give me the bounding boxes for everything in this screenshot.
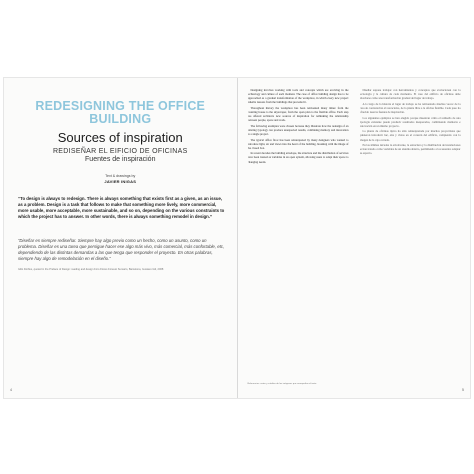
epigraph-quote-spanish: “Diseñar es siempre rediseñar. Siempre hay algo previo como un hecho, como un asunto, como un problema. Diseñar es una tarea que persigue hacer ese algo más vivo, más comercial, más confortable, etc, dependiendo de las distintas demandas a las que tenga que responder el proyecto. En otras palabras, siempre hay algo de remodelación en el diseño.”	[18, 238, 225, 262]
body-paragraph: In recent decades the building envelope, the structure and the distribution of services have been treated as variables in an open system, allowing users to adapt their space to changing needs.	[247, 151, 349, 164]
body-paragraph: Diseñar supone trabajar con herramientas y conceptos que evolucionan con la tecnología y la cultura de cada momento. El caso del edificio de oficinas debe abordarse como una transformación gradual del lugar de trabajo.	[359, 88, 461, 101]
byline-author: JAVIER INIGAS	[104, 179, 137, 184]
article-title: REDESIGNING THE OFFICE BUILDING	[35, 99, 206, 126]
body-paragraph: La planta de oficinas típica ha sido reinterpretada por muchos proyectistas que quisieron introducir luz, aire y vistas en el corazón del edificio, rompiendo con la imagen de la caja cerrada.	[359, 129, 461, 142]
epigraph-quote-english: “To design is always to redesign. There is always something that exists first as a given, as an issue, as a problem. Design is a task that follows to make that something more lively, more commercial, more usable, more acceptable, more sustainable, and so on, depending on the various constraints to which the project has to answer. In other words, there is always something remodel in design.”	[18, 196, 225, 220]
body-paragraph: En las últimas décadas la envolvente, la estructura y la distribución de instalaciones se han tratado como variables de un sistema abierto, permitiendo a los usuarios adaptar su espacio.	[359, 143, 461, 156]
body-column-spanish	[360, 88, 461, 386]
left-page	[4, 78, 238, 398]
quote-source: Gillo Dorfles, quoted in the Preface of Design: reading and design Foro Flores Foreuto Sumario, Barcelona, Gustavo Gili, 2008	[18, 268, 164, 271]
byline-label: Text & drawings by	[105, 174, 136, 178]
body-paragraph: The typical office floor has been reinterpreted by many designers who wanted to introduce light, air and views into the heart of the building, breaking with the image of the closed box.	[247, 137, 349, 150]
page-number-left: 4	[10, 388, 12, 392]
article-title-spanish: REDISEÑAR EL EIFICIO DE OFICINAS	[52, 148, 188, 155]
right-page	[238, 78, 471, 398]
body-paragraph: A lo largo de la historia el lugar de trabajo se ha reinventado muchas veces: de la casa de contratación al rascacielos, de la planta libre a la oficina flexible. Cada paso ha ofrecido nuevas fuentes de inspiración.	[359, 101, 461, 114]
body-column-english	[248, 88, 349, 386]
body-paragraph: Throughout history the workplace has been reinvented many times: from the counting house to the skyscraper, from the open plan to the flexible office. Each step has offered architects new sources of inspiration for rethinking the relationship between people, space and work.	[247, 105, 349, 123]
body-paragraph: Designing involves working with tools and concepts which are evolving in the technology and culture of each moment. The case of office building design has to be approached as a gradual transformation of the workplace, in which every new project inherits lessons from the buildings that preceded it.	[247, 88, 349, 105]
footnote: Referencias: notas y créditos de las imágenes que acompañan el texto.	[247, 383, 317, 385]
article-subtitle-spanish: Fuentes de inspiración	[85, 156, 156, 163]
body-paragraph: The following examples were chosen because they illustrate how the redesign of an existing typology can produce unexpected results, combining memory and innovation in a single project.	[247, 123, 349, 136]
page-number-right: 5	[462, 388, 464, 392]
magazine-spread	[4, 78, 470, 398]
body-paragraph: Los siguientes ejemplos se han elegido porque muestran cómo el rediseño de una tipología existente puede producir resultados inesperados, combinando memoria e innovación en un mismo proyecto.	[359, 115, 461, 128]
article-subtitle: Sources of inspiration	[57, 130, 183, 145]
